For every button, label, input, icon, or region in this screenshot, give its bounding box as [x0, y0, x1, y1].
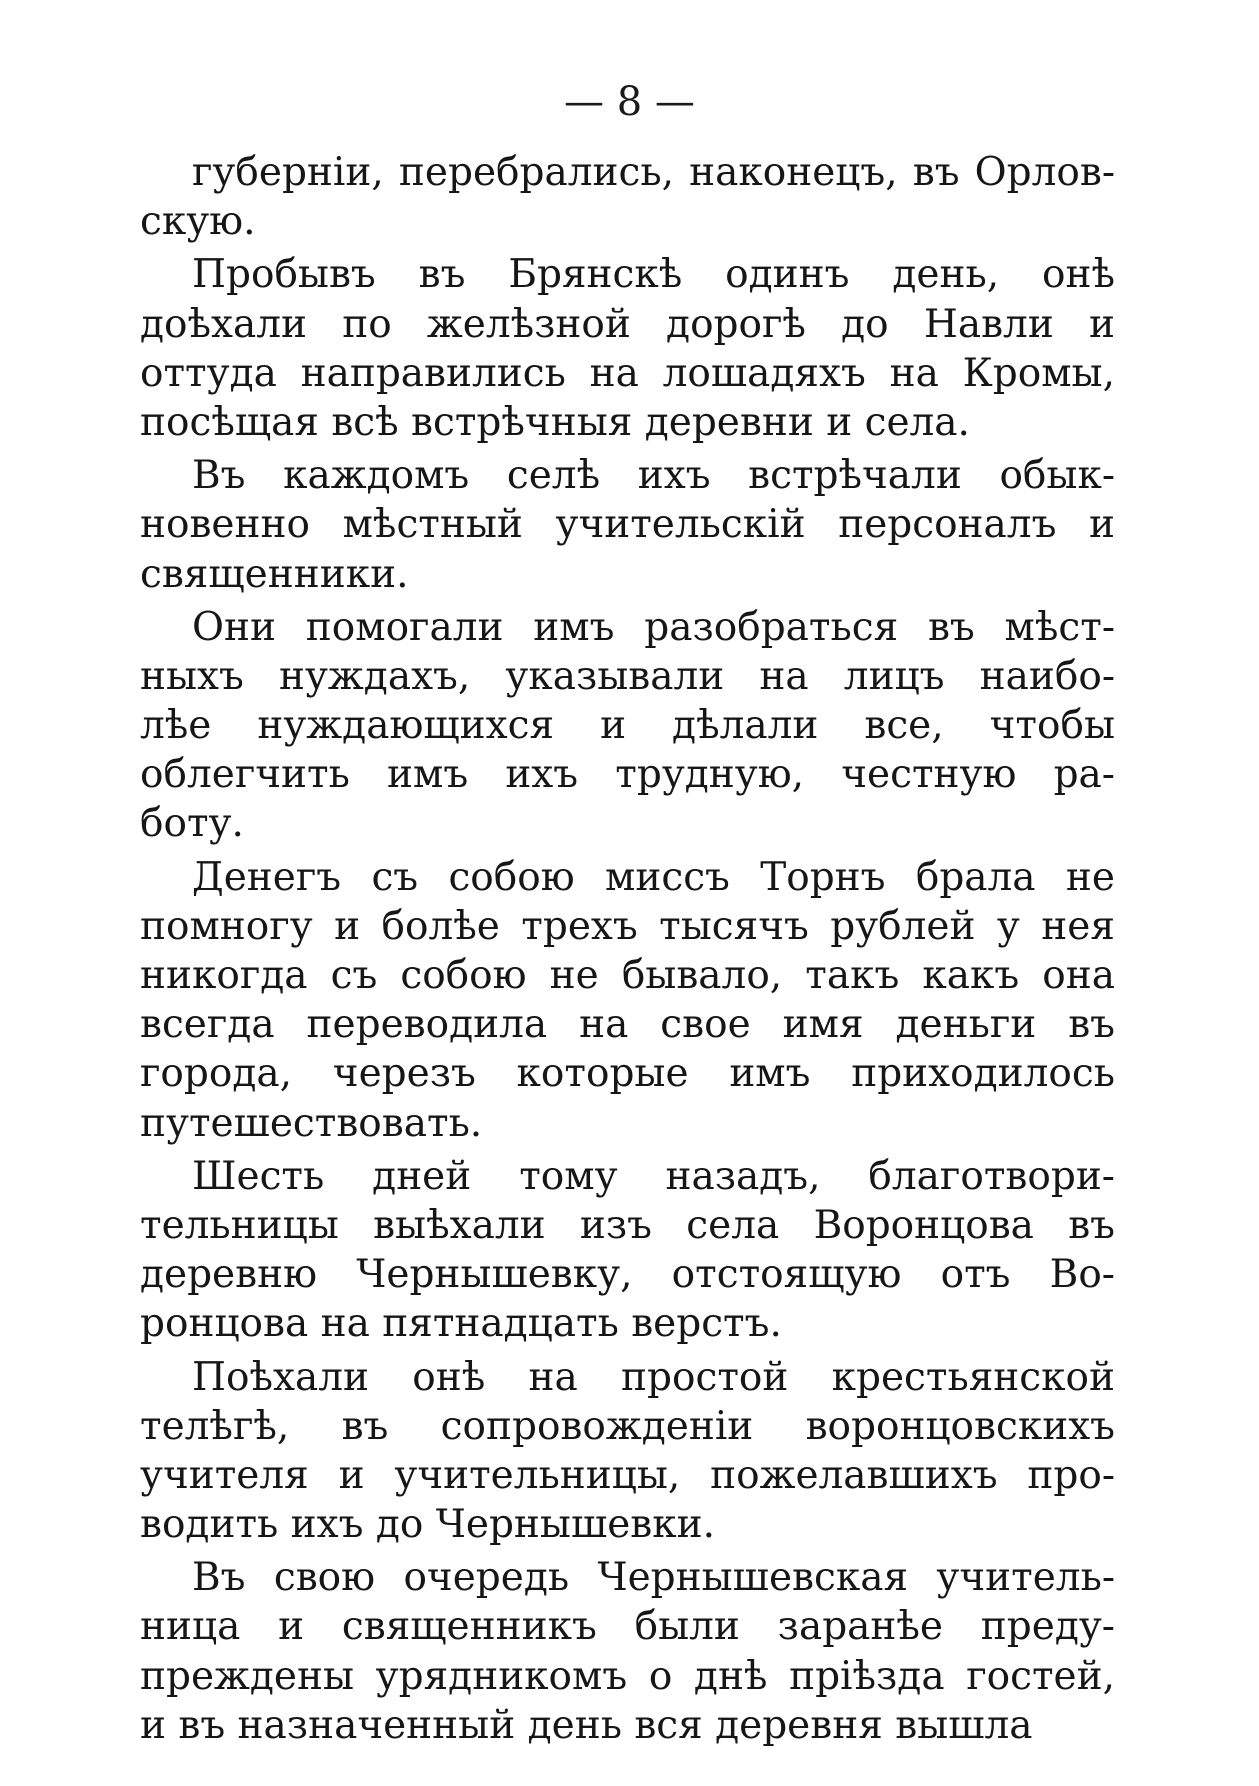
text-line: Шесть дней тому назадъ, благотвори-: [192, 1153, 1115, 1199]
body-text: [140, 148, 1115, 1750]
text-line: облегчить имъ ихъ трудную, честную ра-: [140, 752, 1115, 798]
text-line: оттуда направились на лошадяхъ на Кромы,: [140, 350, 1115, 396]
text-line: скую.: [140, 199, 256, 245]
text-line: ронцова на пятнадцать верстъ.: [140, 1301, 782, 1347]
text-line: водить ихъ до Чернышевки.: [140, 1502, 716, 1548]
text-line: помногу и болѣе трехъ тысячъ рублей у нея: [140, 903, 1115, 949]
text-line: ныхъ нуждахъ, указывали на лицъ наибо-: [140, 653, 1115, 699]
paragraph: [140, 250, 1115, 447]
text-line: Въ свою очередь Чернышевская учитель-: [192, 1555, 1115, 1601]
text-line: Въ каждомъ селѣ ихъ встрѣчали обык-: [192, 453, 1115, 499]
paragraph: [140, 451, 1115, 599]
text-line: боту.: [140, 801, 244, 847]
paragraph: [140, 603, 1115, 849]
text-line: деревню Чернышевку, отстоящую отъ Во-: [140, 1252, 1115, 1298]
text-line: ница и священникъ были заранѣе преду-: [140, 1604, 1115, 1650]
text-line: путешествовать.: [140, 1100, 483, 1146]
paragraph: [140, 853, 1115, 1148]
text-line: Поѣхали онѣ на простой крестьянской: [192, 1354, 1115, 1400]
paragraph: [140, 148, 1115, 246]
text-line: города, черезъ которые имъ приходилось: [140, 1051, 1115, 1097]
text-line: и въ назначенный день вся деревня вышла: [140, 1702, 1033, 1748]
text-line: губерніи, перебрались, наконецъ, въ Орлов-: [192, 150, 1115, 195]
text-line: телѣгѣ, въ сопровожденіи воронцовскихъ: [140, 1403, 1115, 1449]
text-line: преждены урядникомъ о днѣ пріѣзда гостей,: [140, 1653, 1115, 1699]
text-line: никогда съ собою не бывало, такъ какъ она: [140, 953, 1115, 998]
page-number: — 8 —: [564, 79, 695, 125]
text-line: Они помогали имъ разобраться въ мѣст-: [192, 604, 1115, 650]
text-line: всегда переводила на свое имя деньги въ: [140, 1002, 1115, 1048]
text-line: доѣхали по желѣзной дорогѣ до Навли и: [140, 301, 1115, 347]
paragraph: [140, 1553, 1115, 1750]
text-line: посѣщая всѣ встрѣчныя деревни и села.: [140, 399, 970, 445]
text-line: лѣе нуждающихся и дѣлали все, чтобы: [140, 703, 1115, 749]
text-line: Денегъ съ собою миссъ Торнъ брала не: [192, 854, 1115, 900]
text-line: новенно мѣстный учительскій персоналъ и: [140, 502, 1115, 548]
text-line: священники.: [140, 551, 409, 597]
paragraph: [140, 1152, 1115, 1349]
paragraph: [140, 1353, 1115, 1550]
text-line: учителя и учительницы, пожелавшихъ про-: [140, 1452, 1115, 1498]
text-line: тельницы выѣхали изъ села Воронцова въ: [140, 1202, 1115, 1248]
text-line: Пробывъ въ Брянскѣ одинъ день, онѣ: [192, 252, 1115, 298]
